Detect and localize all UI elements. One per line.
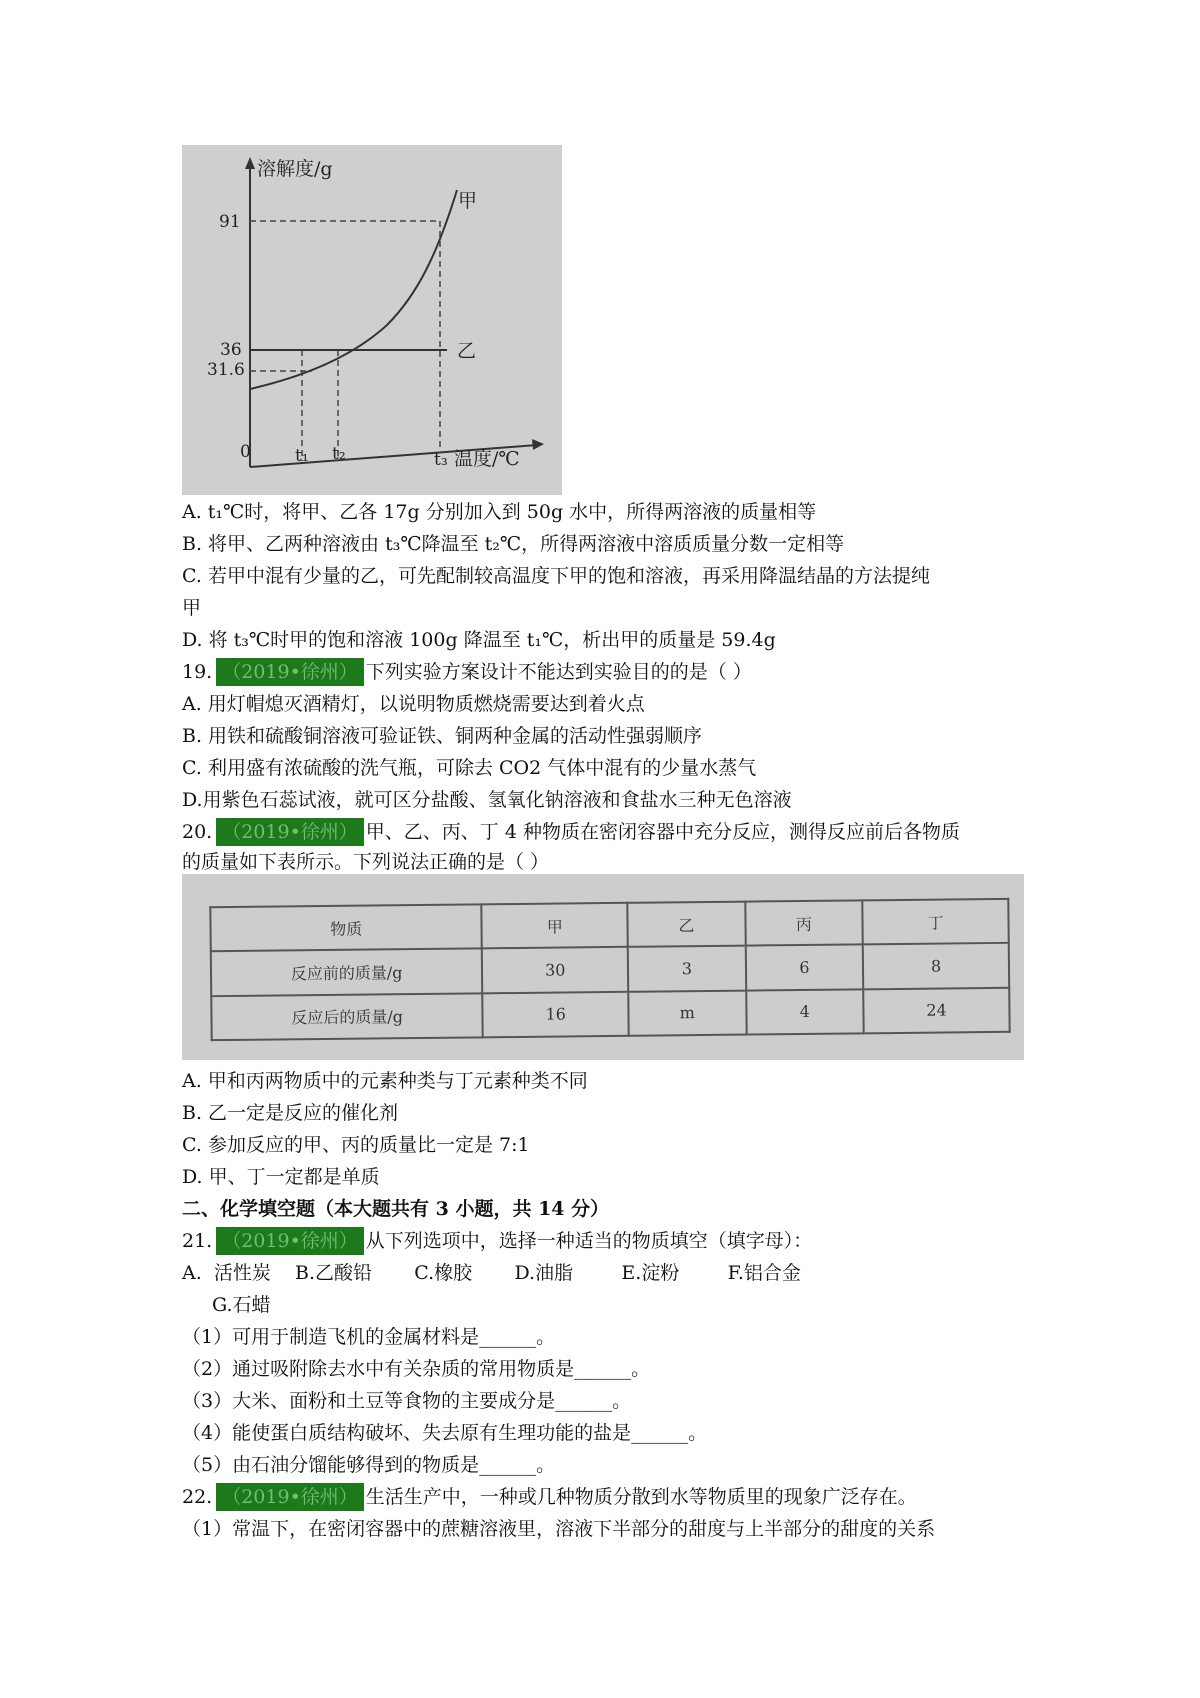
- table-header-cell: 物质: [210, 904, 482, 951]
- q18-option-c: C. 若甲中混有少量的乙，可先配制较高温度下甲的饱和溶液，再采用降温结晶的方法提纯: [182, 565, 930, 587]
- graph-curve-label-jia: 甲: [458, 190, 478, 212]
- graph-ytick-31-6: 31.6: [207, 360, 245, 380]
- q22-stem-text: 生活生产中，一种或几种物质分散到水等物质里的现象广泛存在。: [365, 1486, 917, 1508]
- q19-option-d: D.用紫色石蕊试液，就可区分盐酸、氢氧化钠溶液和食盐水三种无色溶液: [182, 789, 792, 811]
- table-cell: 30: [482, 947, 628, 993]
- table-cell: 8: [863, 943, 1009, 989]
- table-cell: 反应后的质量/g: [211, 993, 483, 1040]
- graph-ylabel: 溶解度/g: [257, 158, 333, 180]
- table-cell: m: [628, 990, 746, 1036]
- graph-xtick-t3: t₃: [434, 450, 448, 470]
- graph-xtick-t1: t₁: [295, 446, 309, 466]
- q22-source-tag: （2019•徐州）: [216, 1483, 364, 1511]
- q20-option-b: B. 乙一定是反应的催化剂: [182, 1102, 399, 1124]
- q21-stem: [182, 1225, 1042, 1257]
- q19-option-b: B. 用铁和硫酸铜溶液可验证铁、铜两种金属的活动性强弱顺序: [182, 725, 703, 747]
- graph-ytick-91: 91: [219, 212, 241, 232]
- curve-jia: [250, 190, 457, 389]
- q21-options: A. 活性炭 B.乙酸铅 C.橡胶 D.油脂 E.淀粉 F.铝合金: [182, 1262, 801, 1284]
- q20-stem-cont: 的质量如下表所示。下列说法正确的是（ ）: [182, 851, 550, 873]
- graph-xtick-t2: t₂: [332, 444, 346, 464]
- q20-stem: [182, 816, 1042, 848]
- q21-sub-3: （3）大米、面粉和土豆等食物的主要成分是______。: [182, 1390, 632, 1412]
- table-cell: 3: [628, 946, 746, 992]
- q22-number: 22.: [182, 1486, 213, 1508]
- table-cell: 24: [863, 987, 1009, 1033]
- q21-stem-text: 从下列选项中，选择一种适当的物质填空（填字母）：: [365, 1230, 813, 1252]
- q19-option-c: C. 利用盛有浓硫酸的洗气瓶，可除去 CO2 气体中混有的少量水蒸气: [182, 757, 757, 779]
- table-row: [211, 987, 1009, 1040]
- table-cell: 16: [483, 991, 629, 1037]
- table-cell: 4: [746, 989, 864, 1035]
- table-cell: 反应前的质量/g: [211, 949, 483, 996]
- q20-stem-text: 甲、乙、丙、丁 4 种物质在密闭容器中充分反应，测得反应前后各物质: [365, 821, 960, 843]
- q21-sub-1: （1）可用于制造飞机的金属材料是______。: [182, 1326, 556, 1348]
- q19-source-tag: （2019•徐州）: [216, 658, 364, 686]
- q19-stem: [182, 656, 1042, 688]
- graph-xlabel: 温度/℃: [454, 448, 520, 470]
- graph-ytick-36: 36: [220, 340, 242, 360]
- table-header-cell: 乙: [627, 902, 745, 948]
- graph-line-label-yi: 乙: [457, 340, 477, 362]
- q19-option-a: A. 用灯帽熄灭酒精灯，以说明物质燃烧需要达到着火点: [182, 693, 645, 715]
- solubility-graph: [182, 145, 562, 495]
- q19-stem-text: 下列实验方案设计不能达到实验目的的是（ ）: [365, 661, 752, 683]
- q22-stem: [182, 1481, 1042, 1513]
- table-header-cell: 甲: [482, 903, 628, 949]
- q20-number: 20.: [182, 821, 213, 843]
- graph-origin: 0: [240, 442, 251, 462]
- q21-number: 21.: [182, 1230, 213, 1252]
- q21-options-cont: G.石蜡: [212, 1294, 271, 1316]
- q22-sub-1: （1）常温下，在密闭容器中的蔗糖溶液里，溶液下半部分的甜度与上半部分的甜度的关系: [182, 1518, 936, 1540]
- q21-source-tag: （2019•徐州）: [216, 1227, 364, 1255]
- q21-sub-4: （4）能使蛋白质结构破坏、失去原有生理功能的盐是______。: [182, 1422, 708, 1444]
- section-heading: 二、化学填空题（本大题共有 3 小题，共 14 分）: [182, 1198, 610, 1220]
- table-header-cell: 丙: [745, 900, 863, 946]
- q18-option-c-cont: 甲: [182, 597, 202, 619]
- q18-option-d: D. 将 t₃℃时甲的饱和溶液 100g 降温至 t₁℃，析出甲的质量是 59.4g: [182, 629, 776, 651]
- q21-sub-5: （5）由石油分馏能够得到的物质是______。: [182, 1454, 556, 1476]
- q20-option-a: A. 甲和丙两物质中的元素种类与丁元素种类不同: [182, 1070, 588, 1092]
- q20-table-photo: [182, 874, 1024, 1060]
- table-header-cell: 丁: [862, 899, 1008, 945]
- q20-source-tag: （2019•徐州）: [216, 818, 364, 846]
- q18-option-a: A. t₁℃时，将甲、乙各 17g 分别加入到 50g 水中，所得两溶液的质量相等: [182, 501, 817, 523]
- q20-option-d: D. 甲、丁一定都是单质: [182, 1166, 380, 1188]
- q19-number: 19.: [182, 661, 213, 683]
- q18-option-b: B. 将甲、乙两种溶液由 t₃℃降温至 t₂℃，所得两溶液中溶质质量分数一定相等: [182, 533, 845, 555]
- q20-option-c: C. 参加反应的甲、丙的质量比一定是 7:1: [182, 1134, 530, 1156]
- table-cell: 6: [745, 945, 863, 991]
- q20-mass-table: [209, 898, 1010, 1041]
- q21-sub-2: （2）通过吸附除去水中有关杂质的常用物质是______。: [182, 1358, 651, 1380]
